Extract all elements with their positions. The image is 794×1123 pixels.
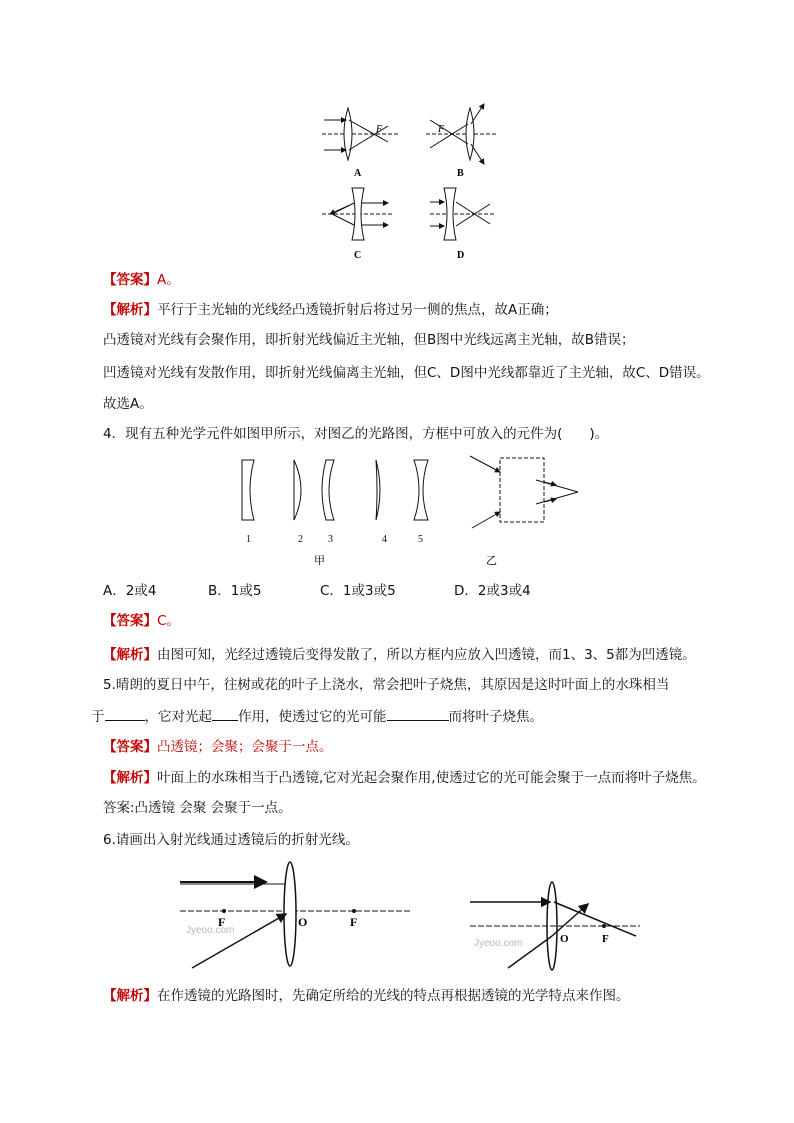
optical-center: O — [560, 933, 569, 945]
element-number-2: 2 — [298, 534, 303, 545]
fig-jia-caption: 甲 — [314, 555, 325, 567]
q3-conclusion: 故选A。 — [103, 396, 153, 412]
answer-text: 凸透镜；会聚；会聚于一点。 — [157, 739, 333, 755]
q4-option-c: C．1或3或5 — [320, 583, 396, 599]
element-number-3: 3 — [328, 534, 333, 545]
q4-stem: 4．现有五种光学元件如图甲所示，对图乙的光路图，方框中可放入的元件为( )。 — [103, 426, 609, 442]
q4-option-d: D．2或3或4 — [454, 583, 531, 599]
label-d: D — [457, 250, 465, 260]
element-4 — [376, 460, 380, 520]
element-number-1: 1 — [246, 534, 251, 545]
q5-final-answer: 答案:凸透镜 会聚 会聚于一点。 — [103, 800, 292, 816]
label-a: A — [354, 168, 362, 179]
q6-stem: 6.请画出入射光线通过透镜后的折射光线。 — [103, 832, 359, 848]
element-number-4: 4 — [382, 534, 387, 545]
focus-label-b: F — [438, 124, 445, 135]
analysis-text: 平行于主光轴的光线经凸透镜折射后将过另一侧的焦点，故A正确； — [157, 302, 558, 318]
q6-analysis — [103, 986, 630, 1006]
label-c: C — [354, 250, 362, 260]
q5-text-c: 作用，使透过它的光可能 — [238, 709, 387, 725]
q4-option-a: A．2或4 — [103, 583, 157, 599]
answer-text: A。 — [157, 272, 180, 288]
answer-tag: 【答案】 — [103, 613, 157, 629]
focal-point-left: F — [218, 915, 226, 929]
blank-1[interactable] — [105, 706, 145, 721]
optical-elements-figure — [228, 450, 588, 570]
q6-figure-right — [468, 876, 648, 971]
q3-analysis-line-1 — [103, 300, 558, 320]
q4-option-b: B．1或5 — [208, 583, 262, 599]
q4-analysis — [103, 645, 696, 665]
blank-2[interactable] — [212, 706, 238, 721]
analysis-tag: 【解析】 — [103, 647, 157, 663]
q5-stem-line-2 — [91, 706, 543, 727]
q5-text-b: ，它对光起 — [144, 709, 212, 725]
q5-text-d: 而将叶子烧焦。 — [448, 709, 543, 725]
fig-yi-caption: 乙 — [486, 555, 497, 567]
diagram-b — [426, 104, 496, 164]
element-1 — [242, 460, 254, 520]
q3-analysis-line-3: 凹透镜对光线有发散作用，即折射光线偏离主光轴，但C、D图中光线都靠近了主光轴，故C、D错误。 — [103, 365, 710, 381]
q6-figure-left — [178, 860, 418, 975]
optical-center: O — [298, 915, 308, 929]
watermark: Jyeoo.com — [474, 938, 523, 949]
label-b: B — [457, 168, 464, 179]
diagram-a — [322, 108, 398, 160]
element-number-5: 5 — [418, 534, 423, 545]
dashed-box — [500, 458, 544, 522]
element-5 — [414, 460, 428, 520]
analysis-tag: 【解析】 — [103, 988, 157, 1004]
answer-text: C。 — [157, 613, 180, 629]
focal-point: F — [602, 933, 609, 945]
diagram-d — [430, 188, 496, 240]
analysis-tag: 【解析】 — [103, 770, 157, 786]
watermark: Jyeoo.com — [186, 925, 235, 936]
answer-tag: 【答案】 — [103, 739, 157, 755]
diagram-c — [322, 188, 394, 240]
q3-analysis-line-2: 凸透镜对光线有会聚作用，即折射光线偏近主光轴，但B图中光线远离主光轴，故B错误； — [103, 332, 635, 348]
focal-point-right: F — [350, 915, 358, 929]
analysis-text: 由图可知，光经过透镜后变得发散了，所以方框内应放入凹透镜，而1、3、5都为凹透镜。 — [157, 647, 696, 663]
blank-3[interactable] — [387, 706, 449, 721]
focus-label-a: F — [376, 124, 383, 135]
analysis-text: 叶面上的水珠相当于凸透镜,它对光起会聚作用,使透过它的光可能会聚于一点而将叶子烧焦。 — [157, 770, 706, 786]
q5-stem-line-1: 5.晴朗的夏日中午，往树或花的叶子上浇水，常会把叶子烧焦，其原因是这时叶面上的水珠相当 — [103, 677, 670, 693]
q4-answer — [103, 611, 180, 631]
q5-answer — [103, 737, 333, 757]
analysis-text: 在作透镜的光路图时，先确定所给的光线的特点再根据透镜的光学特点来作图。 — [157, 988, 630, 1004]
answer-tag: 【答案】 — [103, 272, 157, 288]
element-2 — [294, 460, 301, 520]
analysis-tag: 【解析】 — [103, 302, 157, 318]
q5-analysis — [103, 768, 706, 788]
element-3 — [322, 460, 334, 520]
q3-answer — [103, 270, 180, 290]
q5-text-a: 于 — [91, 709, 105, 725]
lens-figure-abcd — [318, 100, 498, 260]
